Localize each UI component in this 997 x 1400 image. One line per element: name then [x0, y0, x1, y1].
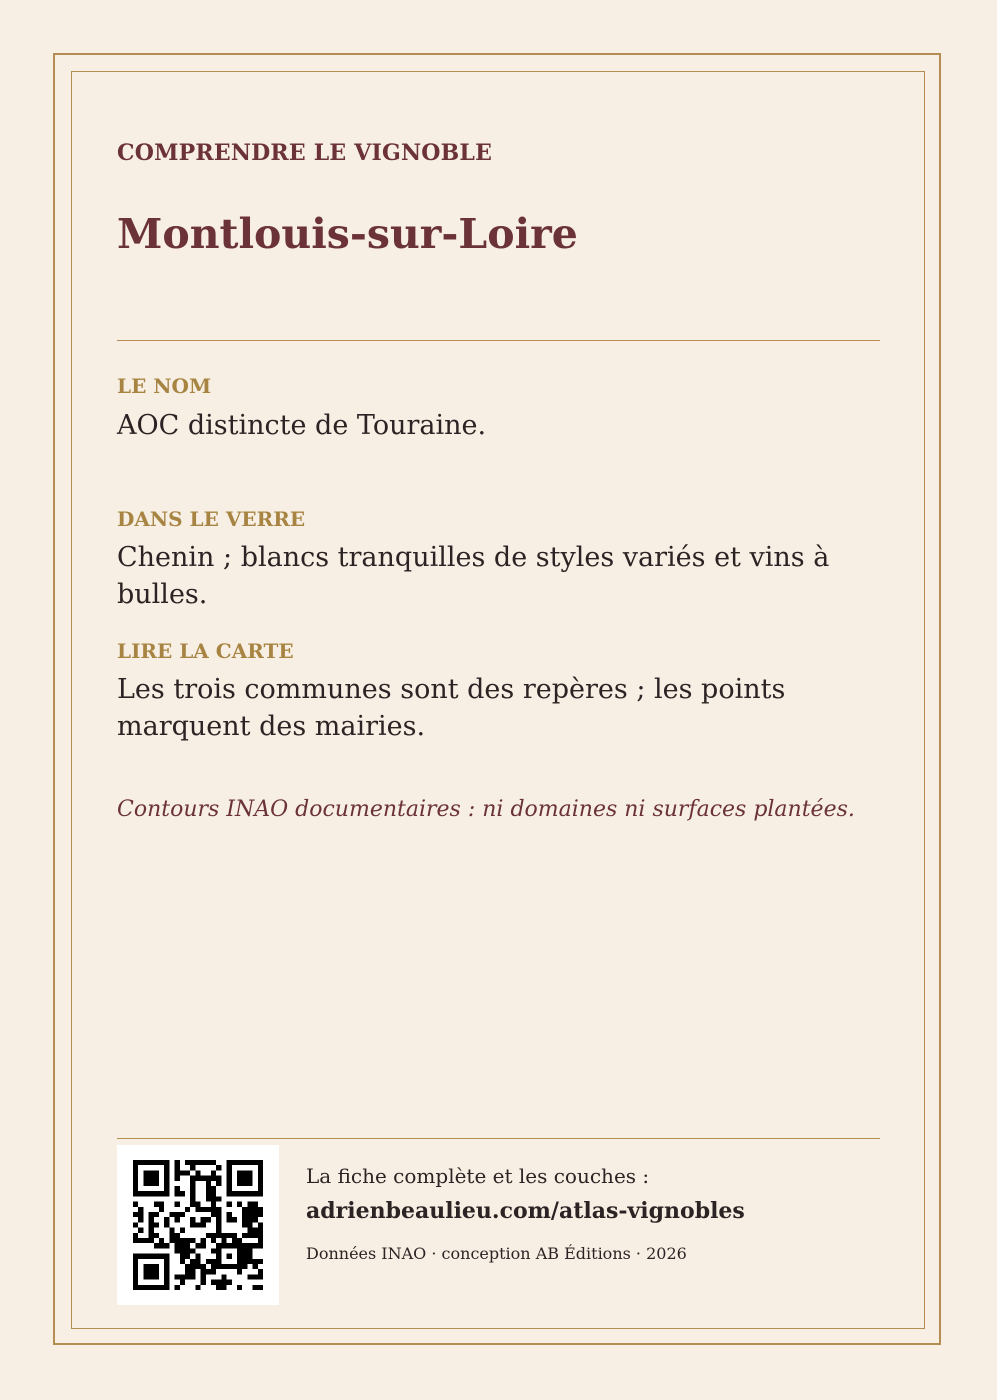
top-divider: [117, 340, 880, 341]
footer-intro: La fiche complète et les couches :: [306, 1164, 650, 1188]
footer-credits: Données INAO · conception AB Éditions · 2026: [306, 1244, 687, 1263]
data-note: Contours INAO documentaires : ni domaines ni surfaces plantées.: [117, 797, 855, 822]
section-label-nom: LE NOM: [117, 374, 212, 398]
footer-divider: [117, 1138, 880, 1139]
section-label-verre: DANS LE VERRE: [117, 507, 306, 531]
section-text-nom: AOC distincte de Touraine.: [117, 410, 487, 441]
qr-code[interactable]: [117, 1145, 279, 1305]
page-title: Montlouis-sur-Loire: [117, 210, 578, 258]
qr-code-icon: [133, 1160, 263, 1290]
section-text-verre: Chenin ; blancs tranquilles de styles variés et vins à bulles.: [117, 542, 830, 610]
footer-url-link[interactable]: adrienbeaulieu.com/atlas-vignobles: [306, 1198, 745, 1224]
kicker-heading: COMPRENDRE LE VIGNOBLE: [117, 140, 493, 166]
section-label-carte: LIRE LA CARTE: [117, 639, 294, 663]
section-text-carte: Les trois communes sont des repères ; les points marquent des mairies.: [117, 674, 786, 742]
